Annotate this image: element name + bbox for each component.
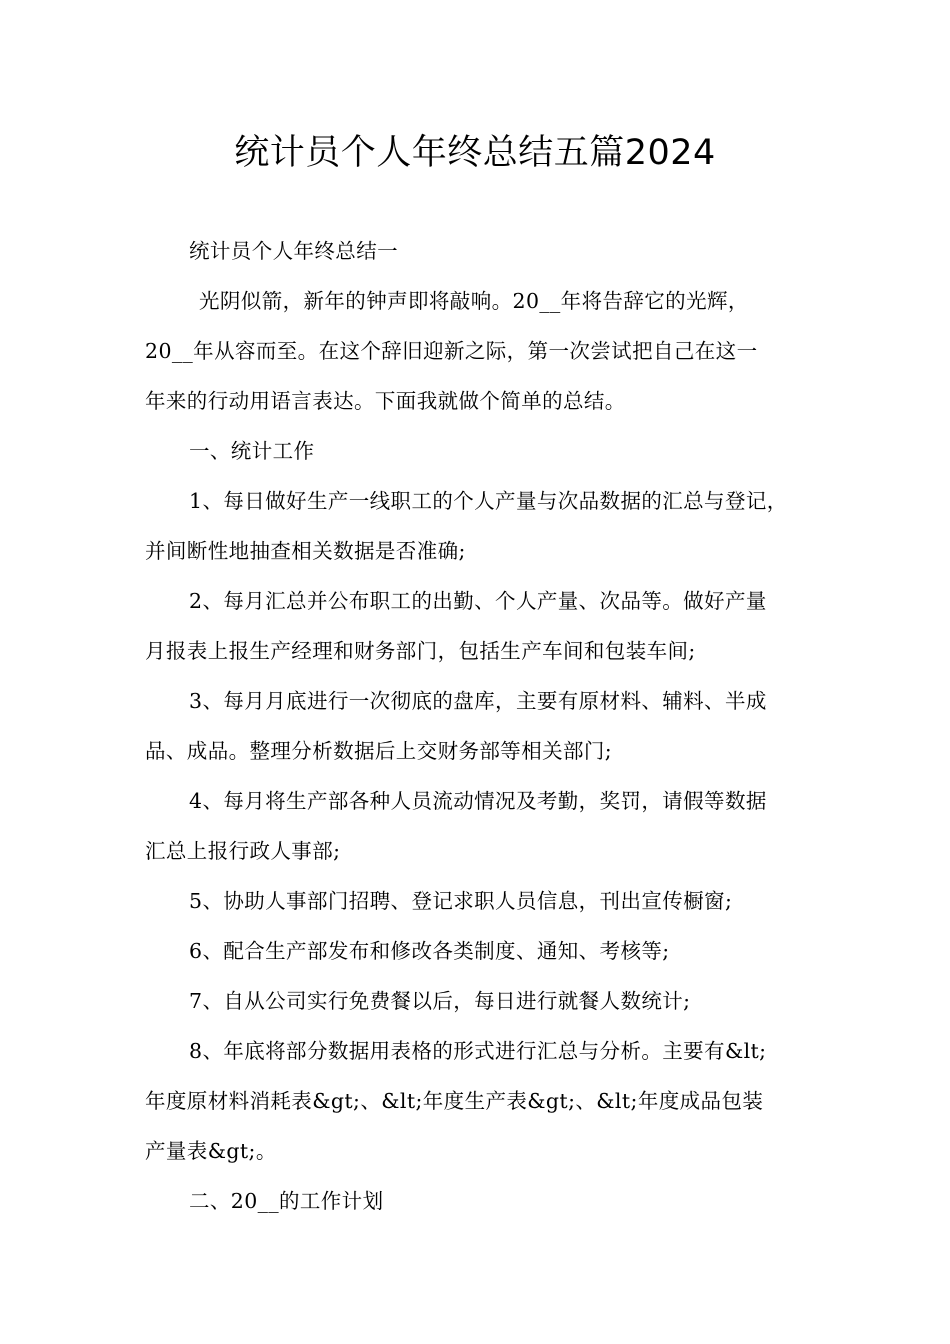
list-item-line: 5、协助人事部门招聘、登记求职人员信息，刊出宣传橱窗; (189, 889, 733, 913)
list-item-line: 品、成品。整理分析数据后上交财务部等相关部门; (145, 739, 613, 763)
section-heading: 一、统计工作 (189, 439, 315, 463)
section-heading: 二、20__的工作计划 (189, 1189, 384, 1213)
list-item-line: 2、每月汇总并公布职工的出勤、个人产量、次品等。做好产量 (189, 589, 767, 613)
list-item-line: 汇总上报行政人事部; (145, 839, 341, 863)
section-heading: 统计员个人年终总结一 (189, 239, 398, 263)
paragraph-line: 光阴似箭，新年的钟声即将敲响。20__年将告辞它的光辉， (199, 289, 749, 313)
list-item-line: 6、配合生产部发布和修改各类制度、通知、考核等; (189, 939, 670, 963)
list-item-line: 并间断性地抽查相关数据是否准确; (145, 539, 466, 563)
paragraph-line: 年来的行动用语言表达。下面我就做个简单的总结。 (145, 389, 626, 413)
list-item-line: 3、每月月底进行一次彻底的盘库，主要有原材料、辅料、半成 (189, 689, 767, 713)
list-item-line: 8、年底将部分数据用表格的形式进行汇总与分析。主要有&lt; (189, 1039, 767, 1063)
list-item-line: 1、每日做好生产一线职工的个人产量与次品数据的汇总与登记， (189, 489, 788, 513)
list-item-line: 7、自从公司实行免费餐以后，每日进行就餐人数统计; (189, 989, 691, 1013)
list-item-line: 4、每月将生产部各种人员流动情况及考勤，奖罚，请假等数据 (189, 789, 767, 813)
list-item-line: 月报表上报生产经理和财务部门，包括生产车间和包装车间; (145, 639, 696, 663)
list-item-line: 产量表&gt;。 (145, 1139, 277, 1163)
paragraph-line: 20__年从容而至。在这个辞旧迎新之际，第一次尝试把自己在这一 (145, 339, 758, 363)
document-body (145, 226, 815, 1226)
list-item-line: 年度原材料消耗表&gt;、&lt;年度生产表&gt;、&lt;年度成品包装 (145, 1089, 764, 1113)
document-title: 统计员个人年终总结五篇2024 (234, 133, 716, 173)
